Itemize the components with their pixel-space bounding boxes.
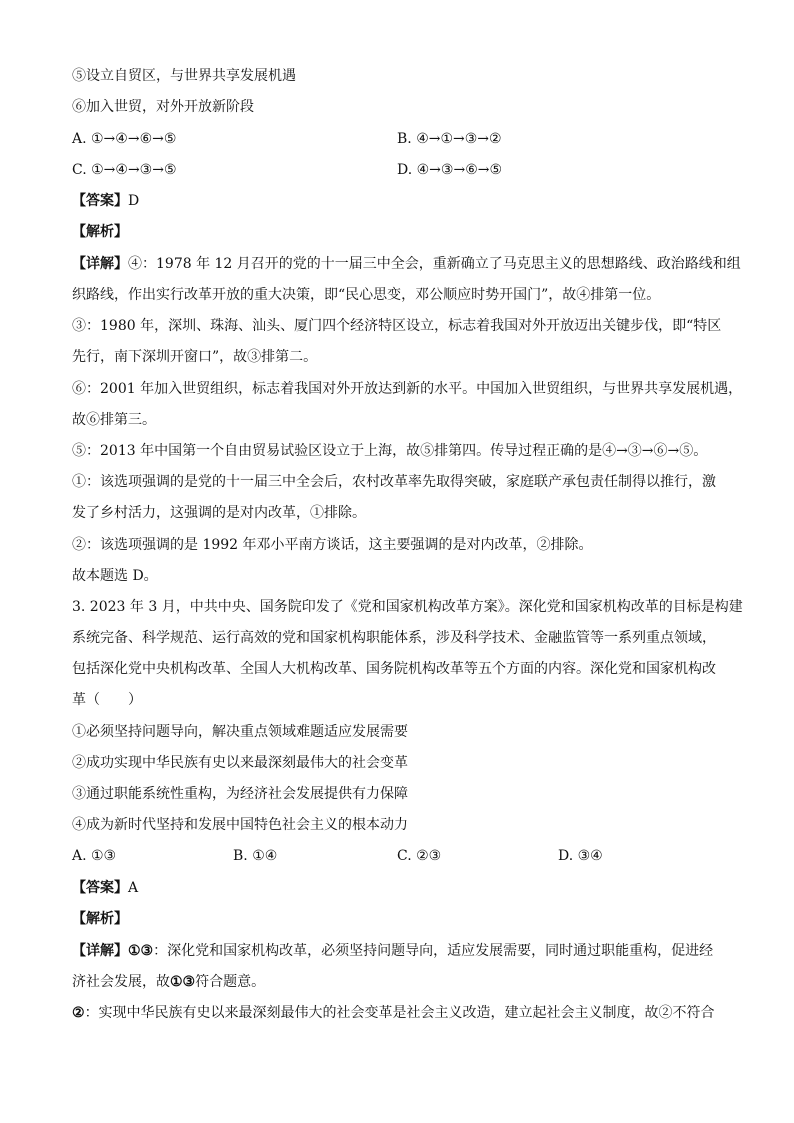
q2-option-d: D. ④→③→⑥→⑤ bbox=[397, 162, 503, 178]
answer-value: D bbox=[128, 193, 140, 209]
q3-item-2: ②成功实现中华民族有史以来最深刻最伟大的社会变革 bbox=[72, 755, 408, 771]
answer-tag: 【答案】 bbox=[72, 193, 128, 209]
detail-num: ①③ bbox=[170, 974, 196, 990]
q2-detail-line-8: ①：该选项强调的是党的十一届三中全会后，农村改革率先取得突破，家庭联产承包责任制得以推行，激 bbox=[72, 474, 716, 490]
detail-text: ④：1978 年 12 月召开的党的十一届三中全会，重新确立了马克思主义的思想路线、政治路线和组 bbox=[128, 256, 741, 272]
q2-detail-line-4: 先行，南下深圳开窗口”，故③排第二。 bbox=[72, 349, 318, 365]
q3-item-1: ①必须坚持问题导向，解决重点领域难题适应发展需要 bbox=[72, 724, 408, 740]
q2-answer bbox=[72, 191, 139, 211]
q3-analysis-heading bbox=[72, 909, 128, 929]
detail-num: ② bbox=[72, 1005, 85, 1021]
q3-stem-line-1: 3. 2023 年 3 月，中共中央、国务院印发了《党和国家机构改革方案》。深化党和国家机构改革的目标是构建 bbox=[72, 599, 743, 615]
q2-option-c: C. ①→④→③→⑤ bbox=[72, 162, 177, 178]
q3-option-d: D. ③④ bbox=[558, 848, 603, 864]
q3-stem-line-2: 系统完备、科学规范、运行高效的党和国家机构职能体系，涉及科学技术、金融监管等一系列重点领域， bbox=[72, 630, 716, 646]
q2-option-a: A. ①→④→⑥→⑤ bbox=[72, 131, 177, 147]
q3-item-4: ④成为新时代坚持和发展中国特色社会主义的根本动力 bbox=[72, 817, 408, 833]
q2-detail-line-9: 发了乡村活力，这强调的是对内改革，①排除。 bbox=[72, 505, 366, 521]
q2-detail-line-5: ⑥：2001 年加入世贸组织，标志着我国对外开放达到新的水平。中国加入世贸组织，与世界共享发展机遇， bbox=[72, 381, 743, 397]
q3-stem-line-4: 革（ ） bbox=[72, 692, 142, 708]
analysis-tag: 【解析】 bbox=[72, 224, 128, 240]
detail-text: 符合题意。 bbox=[195, 974, 266, 990]
answer-value: A bbox=[128, 880, 139, 896]
q3-option-a: A. ①③ bbox=[72, 848, 117, 864]
detail-tag: 【详解】 bbox=[72, 256, 128, 272]
analysis-tag: 【解析】 bbox=[72, 911, 128, 927]
q2-conclusion: 故本题选 D。 bbox=[72, 568, 158, 584]
detail-text: ：深化党和国家机构改革，必须坚持问题导向，适应发展需要，同时通过职能重构，促进经 bbox=[153, 943, 714, 959]
answer-tag: 【答案】 bbox=[72, 880, 128, 896]
q3-stem-line-3: 包括深化党中央机构改革、全国人大机构改革、国务院机构改革等五个方面的内容。深化党和国家机构改 bbox=[72, 661, 716, 677]
q2-analysis-heading bbox=[72, 222, 128, 242]
detail-num: ①③ bbox=[128, 943, 154, 959]
q2-detail-line-10: ②：该选项强调的是 1992 年邓小平南方谈话，这主要强调的是对内改革，②排除。 bbox=[72, 537, 593, 553]
q2-item-6: ⑥加入世贸，对外开放新阶段 bbox=[72, 99, 254, 115]
q2-item-5: ⑤设立自贸区，与世界共享发展机遇 bbox=[72, 68, 296, 84]
q2-option-b: B. ④→①→③→② bbox=[397, 131, 502, 147]
q3-answer bbox=[72, 878, 138, 898]
q2-detail-line-2: 织路线，作出实行改革开放的重大决策，即“民心思变，邓公顺应时势开国门”，故④排第一位。 bbox=[72, 287, 661, 303]
q2-detail-line-1 bbox=[72, 254, 741, 274]
q3-option-c: C. ②③ bbox=[397, 848, 442, 864]
q2-detail-line-7: ⑤：2013 年中国第一个自由贸易试验区设立于上海，故⑤排第四。传导过程正确的是④→③→⑥→⑤。 bbox=[72, 443, 708, 459]
detail-text: 济社会发展，故 bbox=[72, 974, 170, 990]
q3-detail-line-3 bbox=[72, 1003, 715, 1023]
q3-detail-line-2 bbox=[72, 972, 265, 992]
q2-detail-line-6: 故⑥排第三。 bbox=[72, 412, 156, 428]
detail-tag: 【详解】 bbox=[72, 943, 128, 959]
q3-detail-line-1 bbox=[72, 941, 713, 961]
q3-option-b: B. ①④ bbox=[233, 848, 278, 864]
q3-item-3: ③通过职能系统性重构，为经济社会发展提供有力保障 bbox=[72, 786, 408, 802]
q2-detail-line-3: ③：1980 年，深圳、珠海、汕头、厦门四个经济特区设立，标志着我国对外开放迈出关键步伐，即“特区 bbox=[72, 318, 722, 334]
detail-text: ：实现中华民族有史以来最深刻最伟大的社会变革是社会主义改造，建立起社会主义制度，故②不符合 bbox=[84, 1005, 715, 1021]
